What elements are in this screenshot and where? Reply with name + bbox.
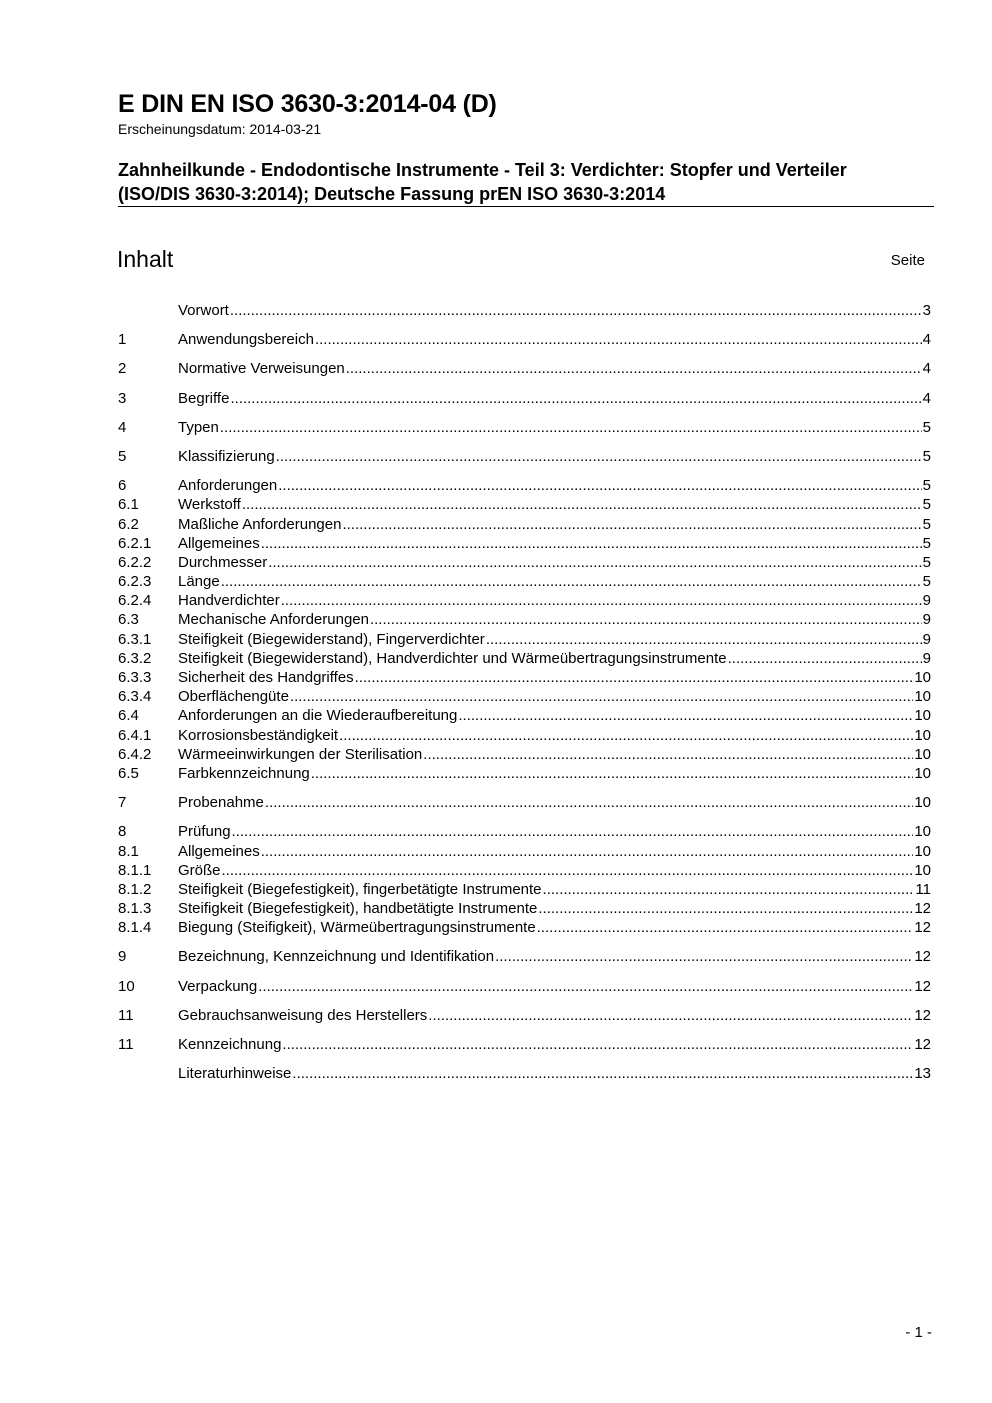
dot-leader <box>339 726 913 745</box>
toc-entry-6-5[interactable] <box>118 764 931 783</box>
dot-leader <box>221 572 922 591</box>
toc-entry-11-instructions[interactable] <box>118 1006 931 1025</box>
publication-date: Erscheinungsdatum: 2014-03-21 <box>118 121 322 137</box>
toc-entry-number: 6.2.1 <box>118 534 152 552</box>
dot-leader <box>311 764 914 783</box>
toc-entry-9[interactable] <box>118 947 931 966</box>
dot-leader <box>268 553 921 572</box>
toc-entry-6-2-4[interactable] <box>118 591 931 610</box>
toc-entry-number: 5 <box>118 447 127 465</box>
toc-entry-title: Steifigkeit (Biegefestigkeit), fingerbetätigte Instrumente <box>178 880 542 898</box>
dot-leader <box>292 1064 913 1083</box>
toc-entry-6-2[interactable] <box>118 515 931 534</box>
dot-leader <box>258 977 913 996</box>
toc-entry-8-1-2[interactable] <box>118 880 931 899</box>
dot-leader <box>346 359 922 378</box>
toc-entry-6-3-3[interactable] <box>118 668 931 687</box>
toc-entry-title: Prüfung <box>178 823 231 841</box>
dot-leader <box>290 687 913 706</box>
toc-entry-page: 9 <box>922 649 931 667</box>
toc-entry-title: Farbkennzeichnung <box>178 764 310 782</box>
toc-entry-number: 6.3.3 <box>118 669 152 686</box>
toc-entry-number: 6 <box>118 477 127 495</box>
toc-entry-page: 9 <box>922 611 931 629</box>
toc-entry-page: 5 <box>922 418 931 436</box>
toc-entry-title: Oberflächengüte <box>178 688 289 706</box>
toc-entry-page: 3 <box>922 302 931 319</box>
toc-entry-6-3-1[interactable] <box>118 630 931 649</box>
toc-entry-title: Kennzeichnung <box>178 1036 282 1053</box>
toc-entry-6-4-2[interactable] <box>118 745 931 764</box>
toc-entry-title: Steifigkeit (Biegefestigkeit), handbetätigte Instrumente <box>178 900 538 918</box>
dot-leader <box>423 745 913 764</box>
toc-entry-page: 10 <box>914 794 931 812</box>
toc-entry-page: 5 <box>922 515 931 533</box>
dot-leader <box>315 330 922 349</box>
toc-entry-8[interactable] <box>118 822 931 841</box>
toc-entry-page: 12 <box>914 919 931 937</box>
toc-entry-6[interactable] <box>118 476 931 495</box>
toc-entry-number: 6.2 <box>118 515 139 533</box>
dot-leader <box>342 515 921 534</box>
toc-entry-6-3[interactable] <box>118 610 931 629</box>
dot-leader <box>242 495 922 514</box>
toc-entry-title: Biegung (Steifigkeit), Wärmeübertragungsinstrumente <box>178 919 536 937</box>
toc-entry-title: Korrosionsbeständigkeit <box>178 726 339 744</box>
toc-entry-11-marking[interactable] <box>118 1035 931 1054</box>
toc-entry-title: Wärmeeinwirkungen der Sterilisation <box>178 745 423 763</box>
toc-entry-page: 10 <box>914 669 931 686</box>
toc-entry-page: 10 <box>914 764 931 782</box>
toc-entry-2[interactable] <box>118 359 931 378</box>
dot-leader <box>265 793 913 812</box>
toc-entry-page: 4 <box>922 360 931 378</box>
toc-entry-page: 10 <box>914 861 931 879</box>
toc-entry-title: Steifigkeit (Biegewiderstand), Fingerverdichter <box>178 630 485 648</box>
toc-entry-page: 5 <box>922 496 931 514</box>
toc-entry-7[interactable] <box>118 793 931 812</box>
toc-entry-vorwort[interactable] <box>118 301 931 320</box>
toc-entry-6-1[interactable] <box>118 495 931 514</box>
toc-entry-page: 5 <box>922 553 931 571</box>
dot-leader <box>261 534 922 553</box>
toc-entry-title: Gebrauchsanweisung des Herstellers <box>178 1006 428 1024</box>
toc-entry-title: Begriffe <box>178 389 230 407</box>
dot-leader <box>278 476 921 495</box>
toc-heading: Inhalt <box>117 246 174 272</box>
toc-entry-page: 12 <box>914 900 931 918</box>
dot-leader <box>538 899 913 918</box>
toc-entry-8-1-1[interactable] <box>118 861 931 880</box>
toc-entry-page: 10 <box>914 726 931 744</box>
toc-entry-1[interactable] <box>118 330 931 349</box>
toc-entry-number: 6.3.2 <box>118 649 152 667</box>
toc-entry-8-1-3[interactable] <box>118 899 931 918</box>
toc-entry-number: 6.3.4 <box>118 688 152 706</box>
toc-entry-number: 6.2.2 <box>118 553 152 571</box>
toc-entry-title: Klassifizierung <box>178 447 275 465</box>
toc-entry-6-4[interactable] <box>118 706 931 725</box>
dot-leader <box>370 610 922 629</box>
toc-entry-page: 12 <box>914 948 931 966</box>
toc-entry-title: Werkstoff <box>178 496 241 514</box>
toc-entry-number: 8.1.1 <box>118 861 152 879</box>
toc-entry-page: 9 <box>922 592 931 610</box>
toc-entry-page: 10 <box>914 707 931 725</box>
toc-entry-title: Literaturhinweise <box>178 1065 292 1083</box>
toc-entry-5[interactable] <box>118 447 931 466</box>
toc-entry-number: 7 <box>118 794 127 812</box>
dot-leader <box>261 842 914 861</box>
toc-entry-page: 5 <box>922 534 931 552</box>
toc-entry-6-2-3[interactable] <box>118 572 931 591</box>
dot-leader <box>728 649 922 668</box>
dot-leader <box>428 1006 913 1025</box>
toc-entry-title: Länge <box>178 573 220 591</box>
toc-entry-page: 10 <box>914 745 931 763</box>
toc-entry-number: 2 <box>118 360 127 378</box>
toc-entry-title: Allgemeines <box>178 842 260 860</box>
toc-entry-number: 9 <box>118 948 127 966</box>
dot-leader <box>495 947 913 966</box>
toc-entry-number: 6.3.1 <box>118 630 152 648</box>
dot-leader <box>543 880 915 899</box>
toc-entry-3[interactable] <box>118 389 931 408</box>
toc-entry-number: 8.1 <box>118 842 139 860</box>
toc-entry-6-3-4[interactable] <box>118 687 931 706</box>
toc-entry-number: 8 <box>118 823 127 841</box>
toc-entry-number: 6.4.2 <box>118 745 152 763</box>
title-divider <box>118 206 934 207</box>
toc-entry-page: 12 <box>914 1006 931 1024</box>
toc-entry-number: 6.3 <box>118 611 139 629</box>
toc-entry-number: 8.1.3 <box>118 900 152 918</box>
toc-entry-8-1-4[interactable] <box>118 918 931 937</box>
dot-leader <box>230 301 922 320</box>
dot-leader <box>355 668 914 687</box>
dot-leader <box>220 418 922 437</box>
toc-entry-number: 11 <box>118 1006 134 1024</box>
toc-entry-title: Maßliche Anforderungen <box>178 515 342 533</box>
toc-entry-title: Bezeichnung, Kennzeichnung und Identifikation <box>178 948 495 966</box>
dot-leader <box>232 822 914 841</box>
toc-entry-number: 6.2.3 <box>118 573 152 591</box>
toc-entry-number: 6.5 <box>118 764 139 782</box>
toc-entry-6-2-1[interactable] <box>118 534 931 553</box>
toc-entry-title: Anwendungsbereich <box>178 331 314 349</box>
toc-entry-title: Handverdichter <box>178 592 280 610</box>
document-id: E DIN EN ISO 3630-3:2014-04 (D) <box>118 90 497 118</box>
dot-leader <box>486 630 922 649</box>
toc-entry-title: Mechanische Anforderungen <box>178 611 369 629</box>
toc-entry-number: 4 <box>118 418 127 436</box>
toc-entry-number: 8.1.2 <box>118 880 152 898</box>
toc-entry-8-1[interactable] <box>118 842 931 861</box>
toc-entry-title: Sicherheit des Handgriffes <box>178 669 354 686</box>
toc-entry-page: 10 <box>914 688 931 706</box>
toc-entry-page: 10 <box>914 823 931 841</box>
toc-entry-number: 6.4 <box>118 707 139 725</box>
toc-entry-number: 3 <box>118 389 127 407</box>
toc-entry-title: Durchmesser <box>178 553 268 571</box>
toc-entry-number: 8.1.4 <box>118 919 152 937</box>
toc-page-column-label: Seite <box>890 252 925 269</box>
dot-leader <box>281 591 922 610</box>
toc-entry-title: Steifigkeit (Biegewiderstand), Handverdichter und Wärmeübertragungsinstrumente <box>178 649 727 667</box>
toc-entry-6-2-2[interactable] <box>118 553 931 572</box>
toc-entry-number: 6.4.1 <box>118 726 152 744</box>
toc-entry-6-3-2[interactable] <box>118 649 931 668</box>
page-number: - 1 - <box>905 1324 932 1341</box>
toc-entry-title: Größe <box>178 861 221 879</box>
table-of-contents <box>118 301 931 1083</box>
toc-entry-title: Anforderungen <box>178 477 278 495</box>
toc-entry-page: 4 <box>922 389 931 407</box>
toc-entry-title: Allgemeines <box>178 534 260 552</box>
toc-entry-number: 11 <box>118 1036 134 1053</box>
toc-entry-number: 6.2.4 <box>118 592 152 610</box>
toc-entry-10[interactable] <box>118 977 931 996</box>
toc-entry-page: 12 <box>914 977 931 995</box>
toc-entry-title: Vorwort <box>178 302 229 319</box>
dot-leader <box>282 1035 913 1054</box>
toc-entry-page: 13 <box>914 1065 931 1083</box>
toc-entry-page: 12 <box>914 1036 931 1053</box>
toc-entry-page: 11 <box>915 880 931 898</box>
toc-entry-page: 9 <box>922 630 931 648</box>
toc-entry-title: Normative Verweisungen <box>178 360 345 378</box>
document-title: Zahnheilkunde - Endodontische Instrumente - Teil 3: Verdichter: Stopfer und Verteiler (ISO/DIS 3630-3:2014); Deutsche Fassung prEN ISO 3630-3:2014 <box>118 160 847 204</box>
toc-entry-4[interactable] <box>118 418 931 437</box>
toc-entry-page: 5 <box>922 477 931 495</box>
toc-entry-title: Probenahme <box>178 794 264 812</box>
dot-leader <box>537 918 914 937</box>
dot-leader <box>276 447 922 466</box>
dot-leader <box>222 861 914 880</box>
toc-entry-number: 6.1 <box>118 496 139 514</box>
toc-entry-page: 4 <box>922 331 931 349</box>
toc-entry-page: 10 <box>914 842 931 860</box>
toc-entry-6-4-1[interactable] <box>118 726 931 745</box>
toc-entry-title: Typen <box>178 418 219 436</box>
toc-entry-page: 5 <box>922 447 931 465</box>
toc-entry-title: Verpackung <box>178 977 258 995</box>
toc-entry-page: 5 <box>922 573 931 591</box>
toc-entry-number: 1 <box>118 331 127 349</box>
dot-leader <box>458 706 913 725</box>
toc-entry-title: Anforderungen an die Wiederaufbereitung <box>178 707 458 725</box>
dot-leader <box>230 389 921 408</box>
toc-entry-bibliography[interactable] <box>118 1064 931 1083</box>
toc-entry-number: 10 <box>118 977 135 995</box>
